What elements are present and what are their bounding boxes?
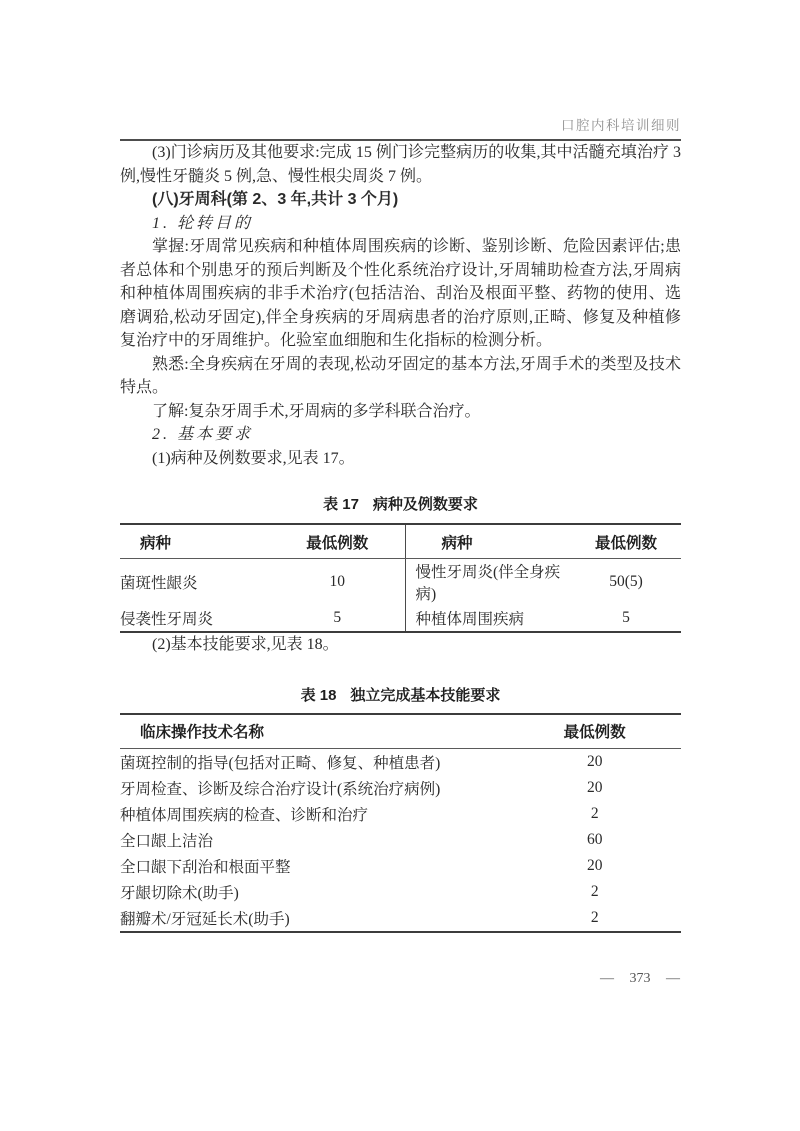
- table18-header-row: [120, 714, 681, 749]
- table18-cell-count: 20: [586, 752, 603, 770]
- table17-cell-count: 5: [622, 609, 630, 626]
- table-row: [120, 605, 681, 632]
- table-row: [120, 879, 681, 905]
- table17-cell-disease: 慢性牙周炎(伴全身疾病): [415, 564, 561, 603]
- subheading-rotation-purpose: 1. 轮转目的: [152, 214, 254, 232]
- table18-header-mincases: 最低例数: [508, 714, 681, 749]
- table17-cell-disease: 侵袭性牙周炎: [120, 611, 214, 628]
- paragraph-understand: 了解:复杂牙周手术,牙周病的多学科联合治疗。: [152, 402, 481, 420]
- table-row: [120, 801, 681, 827]
- table17-title: [120, 493, 681, 514]
- table18-cell-count: 60: [586, 830, 603, 848]
- table18-cell-skill: 全口龈上洁治: [120, 832, 214, 850]
- paragraph-clinic-records: (3)门诊病历及其他要求:完成 15 例门诊完整病历的收集,其中活髓充填治疗 3 例,慢性牙髓炎 5 例,急、慢性根尖周炎 7 例。: [120, 144, 681, 185]
- table18-cell-count: 2: [590, 882, 599, 900]
- table-row: [120, 905, 681, 932]
- page-content: [120, 0, 681, 933]
- section-heading-periodontics: (八)牙周科(第 2、3 年,共计 3 个月): [152, 191, 399, 208]
- table-row: [120, 775, 681, 801]
- table18-cell-count: 20: [586, 778, 603, 796]
- table17: [120, 523, 681, 633]
- table18-title: [120, 684, 681, 705]
- table18-cell-skill: 种植体周围疾病的检查、诊断和治疗: [120, 806, 369, 824]
- table18-cell-skill: 翻瓣术/牙冠延长术(助手): [120, 910, 290, 928]
- page-number: — 373 —: [600, 971, 680, 986]
- paragraph-case-requirements: (1)病种及例数要求,见表 17。: [152, 449, 355, 467]
- running-header-text: 口腔内科培训细则: [561, 118, 681, 133]
- table17-cell-count: 5: [270, 605, 405, 632]
- table18-cell-count: 2: [590, 908, 599, 926]
- table17-header-disease-left: 病种: [120, 524, 270, 559]
- table18-cell-skill: 牙龈切除术(助手): [120, 884, 239, 902]
- table18-cell-skill: 牙周检查、诊断及综合治疗设计(系统治疗病例): [120, 780, 441, 798]
- table18-cell-count: 2: [590, 804, 599, 822]
- table18-header-skill: 临床操作技术名称: [120, 714, 508, 749]
- table18-title-label: 表 18: [300, 686, 337, 704]
- paragraph-master: 掌握:牙周常见疾病和种植体周围疾病的诊断、鉴别诊断、危险因素评估;患者总体和个别患牙的预后判断及个性化系统治疗设计,牙周辅助检查方法,牙周病和种植体周围疾病的非手术治疗(包括洁治、刮治及根面平整、药物的使用、选磨调𬌗,松动牙固定),伴全身疾病的牙周病患者的治疗原则,正畸、修复及种植修复治疗中的牙周维护。化验室血细胞和生化指标的检测分析。: [120, 238, 681, 349]
- table-row: [120, 559, 681, 606]
- table17-cell-disease: 菌斑性龈炎: [120, 575, 198, 592]
- table-row: [120, 853, 681, 879]
- paragraph-skill-requirements: (2)基本技能要求,见表 18。: [152, 636, 339, 653]
- table17-header-mincases-right: 最低例数: [571, 524, 681, 559]
- table18-title-text: 独立完成基本技能要求: [350, 686, 501, 704]
- table17-header-mincases-left: 最低例数: [270, 524, 405, 559]
- table17-header-row: [120, 524, 681, 559]
- subheading-basic-requirements: 2. 基本要求: [152, 426, 254, 443]
- table18-cell-skill: 菌斑控制的指导(包括对正畸、修复、种植患者): [120, 754, 441, 772]
- paragraph-familiar: 熟悉:全身疾病在牙周的表现,松动牙固定的基本方法,牙周手术的类型及技术特点。: [120, 355, 681, 396]
- table-row: [120, 827, 681, 853]
- table17-title-label: 表 17: [323, 496, 359, 513]
- table17-cell-count: 10: [270, 559, 405, 606]
- table-row: [120, 748, 681, 775]
- running-header: [120, 0, 681, 134]
- table18-cell-skill: 全口龈下刮治和根面平整: [120, 858, 291, 876]
- table17-title-text: 病种及例数要求: [372, 496, 478, 513]
- table17-cell-count: 50(5): [609, 573, 643, 590]
- table18: [120, 713, 681, 933]
- table18-cell-count: 20: [586, 856, 603, 874]
- table17-cell-disease: 种植体周围疾病: [415, 611, 525, 628]
- table17-header-disease-right: 病种: [405, 524, 571, 559]
